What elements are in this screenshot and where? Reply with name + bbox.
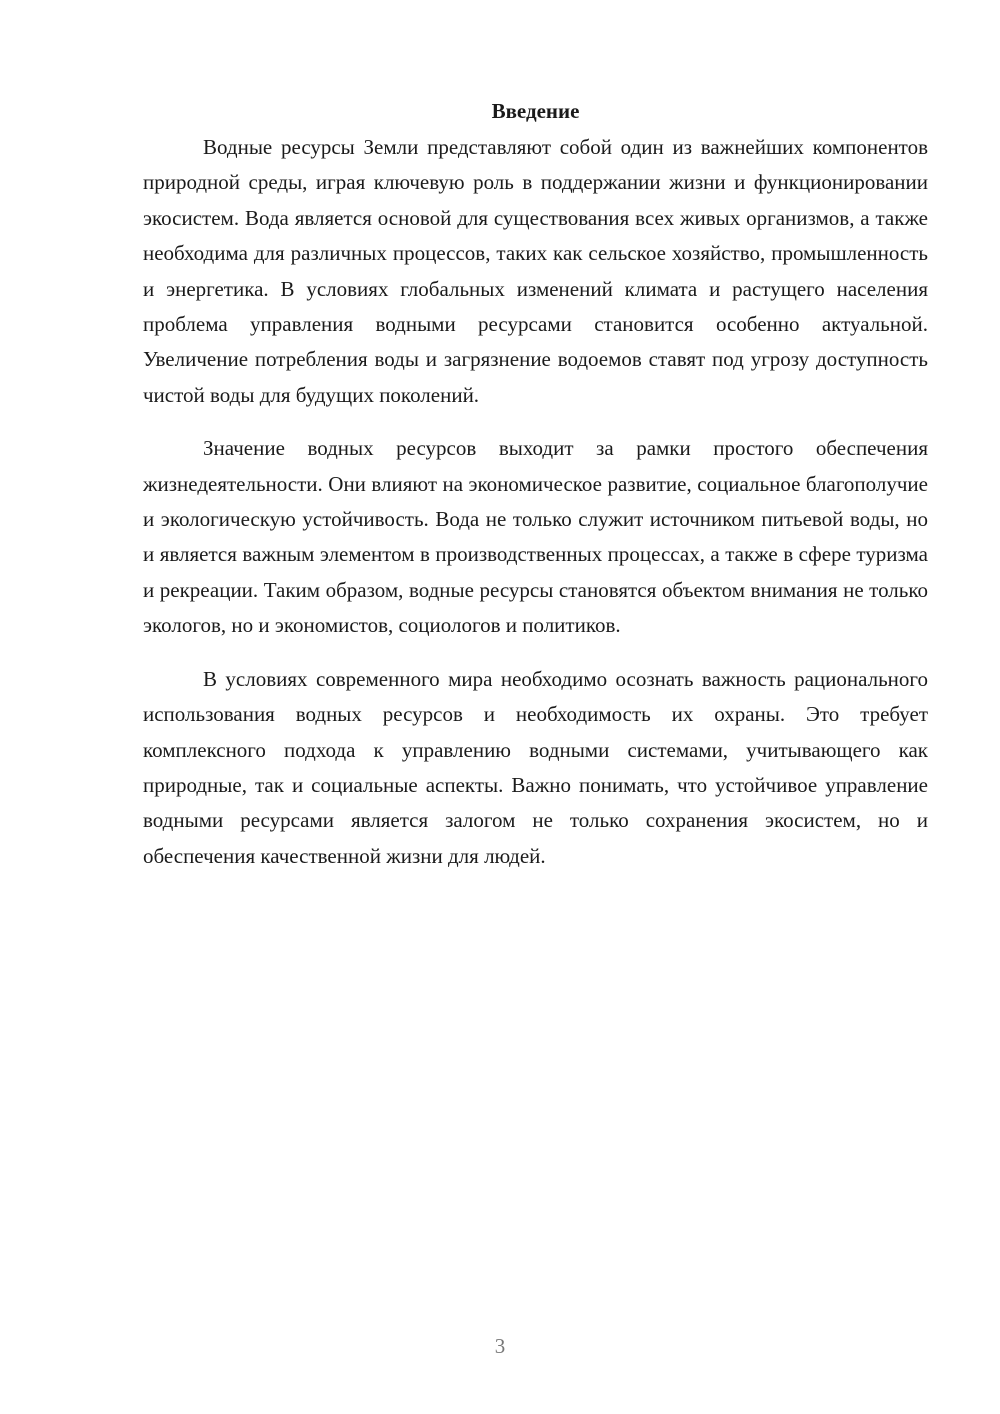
section-title: Введение [491, 99, 580, 123]
page-number: 3 [494, 1334, 506, 1358]
page-content [143, 92, 928, 874]
paragraph-2: Значение водных ресурсов выходит за рамки простого обеспечения жизнедеятельности. Они влияют на экономическое развитие, социальное благополучие и экологическую устойчивость. Вода не только служит источником питьевой воды, но и является важным элементом в производственных процессах, а также в сфере туризма и рекреации. Таким образом, водные ресурсы становятся объектом внимания не только экологов, но и экономистов, социологов и политиков. [143, 436, 928, 638]
paragraph-1: Водные ресурсы Земли представляют собой один из важнейших компонентов природной среды, играя ключевую роль в поддержании жизни и функционировании экосистем. Вода является основой для существования всех живых организмов, а также необходима для различных процессов, таких как сельское хозяйство, промышленность и энергетика. В условиях глобальных изменений климата и растущего населения проблема управления водными ресурсами становится особенно актуальной. Увеличение потребления воды и загрязнение водоемов ставят под угрозу доступность чистой воды для будущих поколений. [143, 135, 928, 407]
paragraph-3: В условиях современного мира необходимо осознать важность рационального использования водных ресурсов и необходимость их охраны. Это требует комплексного подхода к управлению водными системами, учитывающего как природные, так и социальные аспекты. Важно понимать, что устойчивое управление водными ресурсами является залогом не только сохранения экосистем, но и обеспечения качественной жизни для людей. [143, 666, 928, 868]
